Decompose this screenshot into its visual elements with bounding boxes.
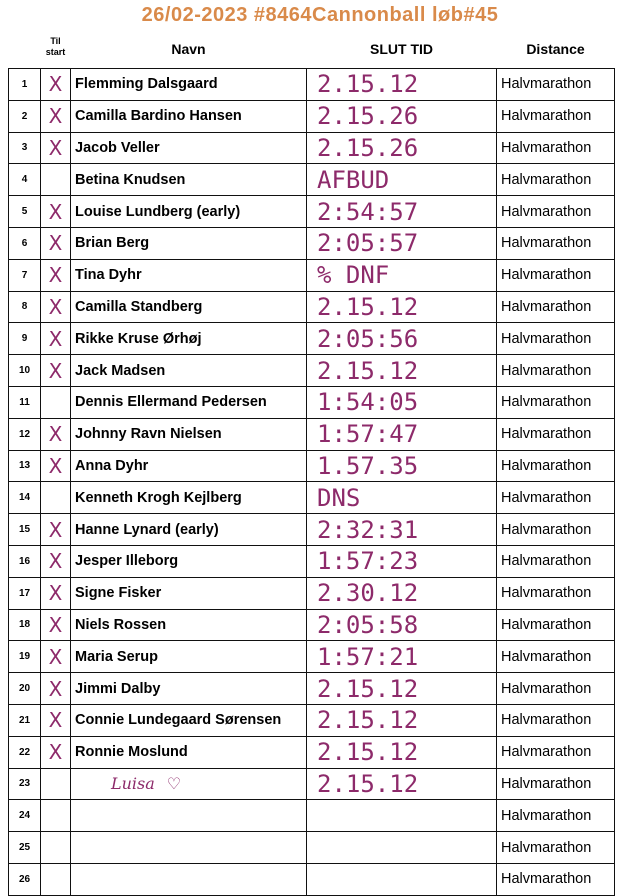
table-row bbox=[9, 450, 615, 482]
finish-time: 2.15.12 bbox=[307, 736, 497, 768]
runner-name bbox=[71, 164, 307, 196]
runner-name bbox=[71, 450, 307, 482]
table-row bbox=[9, 164, 615, 196]
til-start-mark bbox=[41, 832, 71, 864]
runner-name bbox=[71, 69, 307, 101]
distance: Halvmarathon bbox=[497, 800, 615, 832]
finish-time: DNS bbox=[307, 482, 497, 514]
row-number: 15 bbox=[9, 514, 41, 546]
til-start-mark: X bbox=[41, 323, 71, 355]
table-row bbox=[9, 545, 615, 577]
runner-name bbox=[71, 736, 307, 768]
finish-time: 2.30.12 bbox=[307, 577, 497, 609]
til-start-mark: X bbox=[41, 545, 71, 577]
row-number: 21 bbox=[9, 704, 41, 736]
distance: Halvmarathon bbox=[497, 69, 615, 101]
til-start-mark bbox=[41, 164, 71, 196]
table-header-row bbox=[9, 30, 615, 69]
table-body bbox=[9, 69, 615, 896]
row-number: 2 bbox=[9, 100, 41, 132]
row-number: 23 bbox=[9, 768, 41, 800]
results-table bbox=[8, 30, 615, 896]
til-start-mark: X bbox=[41, 641, 71, 673]
runner-name bbox=[71, 132, 307, 164]
distance: Halvmarathon bbox=[497, 227, 615, 259]
table-row bbox=[9, 482, 615, 514]
til-start-mark: X bbox=[41, 259, 71, 291]
runner-name bbox=[71, 577, 307, 609]
runner-name-text: Dennis Ellermand Pedersen bbox=[75, 394, 267, 411]
runner-name-text: Jesper Illeborg bbox=[75, 553, 179, 570]
row-number: 4 bbox=[9, 164, 41, 196]
row-number: 12 bbox=[9, 418, 41, 450]
finish-time: 2:05:56 bbox=[307, 323, 497, 355]
til-start-mark: X bbox=[41, 355, 71, 387]
til-start-mark bbox=[41, 482, 71, 514]
row-number: 5 bbox=[9, 196, 41, 228]
runner-name bbox=[71, 386, 307, 418]
distance: Halvmarathon bbox=[497, 259, 615, 291]
til-start-mark: X bbox=[41, 577, 71, 609]
table-row bbox=[9, 641, 615, 673]
runner-name-text: Kenneth Krogh Kejlberg bbox=[75, 489, 242, 506]
row-number: 16 bbox=[9, 545, 41, 577]
distance: Halvmarathon bbox=[497, 863, 615, 895]
finish-time: 2.15.26 bbox=[307, 132, 497, 164]
row-number: 11 bbox=[9, 386, 41, 418]
table-row bbox=[9, 69, 615, 101]
runner-name-text: Jack Madsen bbox=[75, 362, 166, 379]
distance: Halvmarathon bbox=[497, 577, 615, 609]
header-til-start: Til start bbox=[41, 30, 71, 69]
runner-name bbox=[71, 196, 307, 228]
runner-name-text: Hanne Lynard (early) bbox=[75, 521, 219, 538]
finish-time: 2:05:58 bbox=[307, 609, 497, 641]
runner-name bbox=[71, 768, 307, 800]
row-number: 20 bbox=[9, 673, 41, 705]
runner-name-text: Jimmi Dalby bbox=[75, 680, 161, 697]
table-row bbox=[9, 704, 615, 736]
table-row bbox=[9, 800, 615, 832]
finish-time: 2.15.26 bbox=[307, 100, 497, 132]
runner-name-text: Maria Serup bbox=[75, 648, 158, 665]
til-start-mark bbox=[41, 386, 71, 418]
distance: Halvmarathon bbox=[497, 482, 615, 514]
finish-time: 2:54:57 bbox=[307, 196, 497, 228]
runner-name bbox=[71, 482, 307, 514]
table-row bbox=[9, 863, 615, 895]
table-row bbox=[9, 673, 615, 705]
table-row bbox=[9, 514, 615, 546]
runner-name bbox=[71, 673, 307, 705]
header-navn: Navn bbox=[71, 30, 307, 69]
table-row bbox=[9, 259, 615, 291]
til-start-mark: X bbox=[41, 100, 71, 132]
runner-name bbox=[71, 609, 307, 641]
table-row bbox=[9, 386, 615, 418]
row-number: 3 bbox=[9, 132, 41, 164]
finish-time: % DNF bbox=[307, 259, 497, 291]
distance: Halvmarathon bbox=[497, 736, 615, 768]
til-start-mark: X bbox=[41, 418, 71, 450]
table-row bbox=[9, 355, 615, 387]
runner-name-text: Camilla Standberg bbox=[75, 298, 203, 315]
distance: Halvmarathon bbox=[497, 132, 615, 164]
runner-name bbox=[71, 704, 307, 736]
finish-time bbox=[307, 800, 497, 832]
runner-name bbox=[71, 832, 307, 864]
finish-time: 2.15.12 bbox=[307, 673, 497, 705]
finish-time bbox=[307, 832, 497, 864]
runner-name-text: Louise Lundberg (early) bbox=[75, 203, 241, 220]
row-number: 10 bbox=[9, 355, 41, 387]
til-start-mark: X bbox=[41, 196, 71, 228]
runner-name-text: Betina Knudsen bbox=[75, 171, 186, 188]
finish-time: 2:32:31 bbox=[307, 514, 497, 546]
row-number: 24 bbox=[9, 800, 41, 832]
header-distance: Distance bbox=[497, 30, 615, 69]
header-slut-tid: SLUT TID bbox=[307, 30, 497, 69]
distance: Halvmarathon bbox=[497, 704, 615, 736]
runner-name-text: Jacob Veller bbox=[75, 139, 160, 156]
til-start-mark: X bbox=[41, 704, 71, 736]
table-row bbox=[9, 196, 615, 228]
runner-name bbox=[71, 514, 307, 546]
row-number: 26 bbox=[9, 863, 41, 895]
distance: Halvmarathon bbox=[497, 514, 615, 546]
runner-name bbox=[71, 355, 307, 387]
runner-name bbox=[71, 227, 307, 259]
table-row bbox=[9, 132, 615, 164]
row-number: 1 bbox=[9, 69, 41, 101]
table-row bbox=[9, 100, 615, 132]
finish-time: 2.15.12 bbox=[307, 355, 497, 387]
table-row bbox=[9, 418, 615, 450]
runner-name-text: Signe Fisker bbox=[75, 585, 162, 602]
til-start-mark: X bbox=[41, 227, 71, 259]
runner-name bbox=[71, 291, 307, 323]
finish-time: 1:54:05 bbox=[307, 386, 497, 418]
row-number: 6 bbox=[9, 227, 41, 259]
finish-time: 1.57.35 bbox=[307, 450, 497, 482]
runner-name bbox=[71, 863, 307, 895]
runner-name bbox=[71, 545, 307, 577]
heart-icon: ♡ bbox=[166, 774, 182, 794]
table-row bbox=[9, 323, 615, 355]
finish-time: 1:57:47 bbox=[307, 418, 497, 450]
runner-name-text: Brian Berg bbox=[75, 235, 150, 252]
runner-name bbox=[71, 323, 307, 355]
table-row bbox=[9, 609, 615, 641]
row-number: 25 bbox=[9, 832, 41, 864]
header-number bbox=[9, 30, 41, 69]
runner-name-text: Connie Lundegaard Sørensen bbox=[75, 712, 282, 729]
runner-name-text: Camilla Bardino Hansen bbox=[75, 108, 242, 125]
til-start-mark: X bbox=[41, 673, 71, 705]
row-number: 18 bbox=[9, 609, 41, 641]
row-number: 13 bbox=[9, 450, 41, 482]
distance: Halvmarathon bbox=[497, 641, 615, 673]
runner-name bbox=[71, 100, 307, 132]
distance: Halvmarathon bbox=[497, 545, 615, 577]
runner-name bbox=[71, 259, 307, 291]
finish-time: 1:57:21 bbox=[307, 641, 497, 673]
finish-time: 2.15.12 bbox=[307, 704, 497, 736]
runner-name-text: Anna Dyhr bbox=[75, 457, 149, 474]
distance: Halvmarathon bbox=[497, 100, 615, 132]
table-row bbox=[9, 832, 615, 864]
til-start-mark: X bbox=[41, 132, 71, 164]
table-row bbox=[9, 291, 615, 323]
finish-time: 2.15.12 bbox=[307, 768, 497, 800]
til-start-mark: X bbox=[41, 609, 71, 641]
distance: Halvmarathon bbox=[497, 673, 615, 705]
row-number: 22 bbox=[9, 736, 41, 768]
finish-time: 1:57:23 bbox=[307, 545, 497, 577]
til-start-mark: X bbox=[41, 69, 71, 101]
distance: Halvmarathon bbox=[497, 164, 615, 196]
runner-name-text: Flemming Dalsgaard bbox=[75, 76, 218, 93]
runner-name bbox=[71, 418, 307, 450]
distance: Halvmarathon bbox=[497, 386, 615, 418]
til-start-mark: X bbox=[41, 514, 71, 546]
row-number: 8 bbox=[9, 291, 41, 323]
distance: Halvmarathon bbox=[497, 832, 615, 864]
runner-name-text: Tina Dyhr bbox=[75, 267, 142, 284]
distance: Halvmarathon bbox=[497, 768, 615, 800]
runner-name-text: Niels Rossen bbox=[75, 616, 167, 633]
distance: Halvmarathon bbox=[497, 291, 615, 323]
row-number: 19 bbox=[9, 641, 41, 673]
runner-name-text: Luisa bbox=[111, 774, 155, 794]
finish-time: 2.15.12 bbox=[307, 69, 497, 101]
row-number: 9 bbox=[9, 323, 41, 355]
runner-name bbox=[71, 800, 307, 832]
til-start-mark bbox=[41, 800, 71, 832]
results-sheet bbox=[8, 30, 598, 896]
til-start-mark bbox=[41, 768, 71, 800]
til-start-mark: X bbox=[41, 450, 71, 482]
distance: Halvmarathon bbox=[497, 450, 615, 482]
til-start-mark: X bbox=[41, 291, 71, 323]
runner-name-text: Ronnie Moslund bbox=[75, 744, 188, 761]
page-title: 26/02-2023 #8464Cannonball løb#45 bbox=[141, 4, 499, 26]
distance: Halvmarathon bbox=[497, 609, 615, 641]
finish-time: AFBUD bbox=[307, 164, 497, 196]
finish-time: 2:05:57 bbox=[307, 227, 497, 259]
runner-name-text: Johnny Ravn Nielsen bbox=[75, 426, 222, 443]
table-row bbox=[9, 227, 615, 259]
row-number: 17 bbox=[9, 577, 41, 609]
finish-time bbox=[307, 863, 497, 895]
row-number: 7 bbox=[9, 259, 41, 291]
distance: Halvmarathon bbox=[497, 355, 615, 387]
distance: Halvmarathon bbox=[497, 323, 615, 355]
row-number: 14 bbox=[9, 482, 41, 514]
runner-name bbox=[71, 641, 307, 673]
runner-name-text: Rikke Kruse Ørhøj bbox=[75, 330, 202, 347]
table-row bbox=[9, 736, 615, 768]
til-start-mark bbox=[41, 863, 71, 895]
table-row bbox=[9, 768, 615, 800]
distance: Halvmarathon bbox=[497, 418, 615, 450]
distance: Halvmarathon bbox=[497, 196, 615, 228]
til-start-mark: X bbox=[41, 736, 71, 768]
finish-time: 2.15.12 bbox=[307, 291, 497, 323]
table-row bbox=[9, 577, 615, 609]
